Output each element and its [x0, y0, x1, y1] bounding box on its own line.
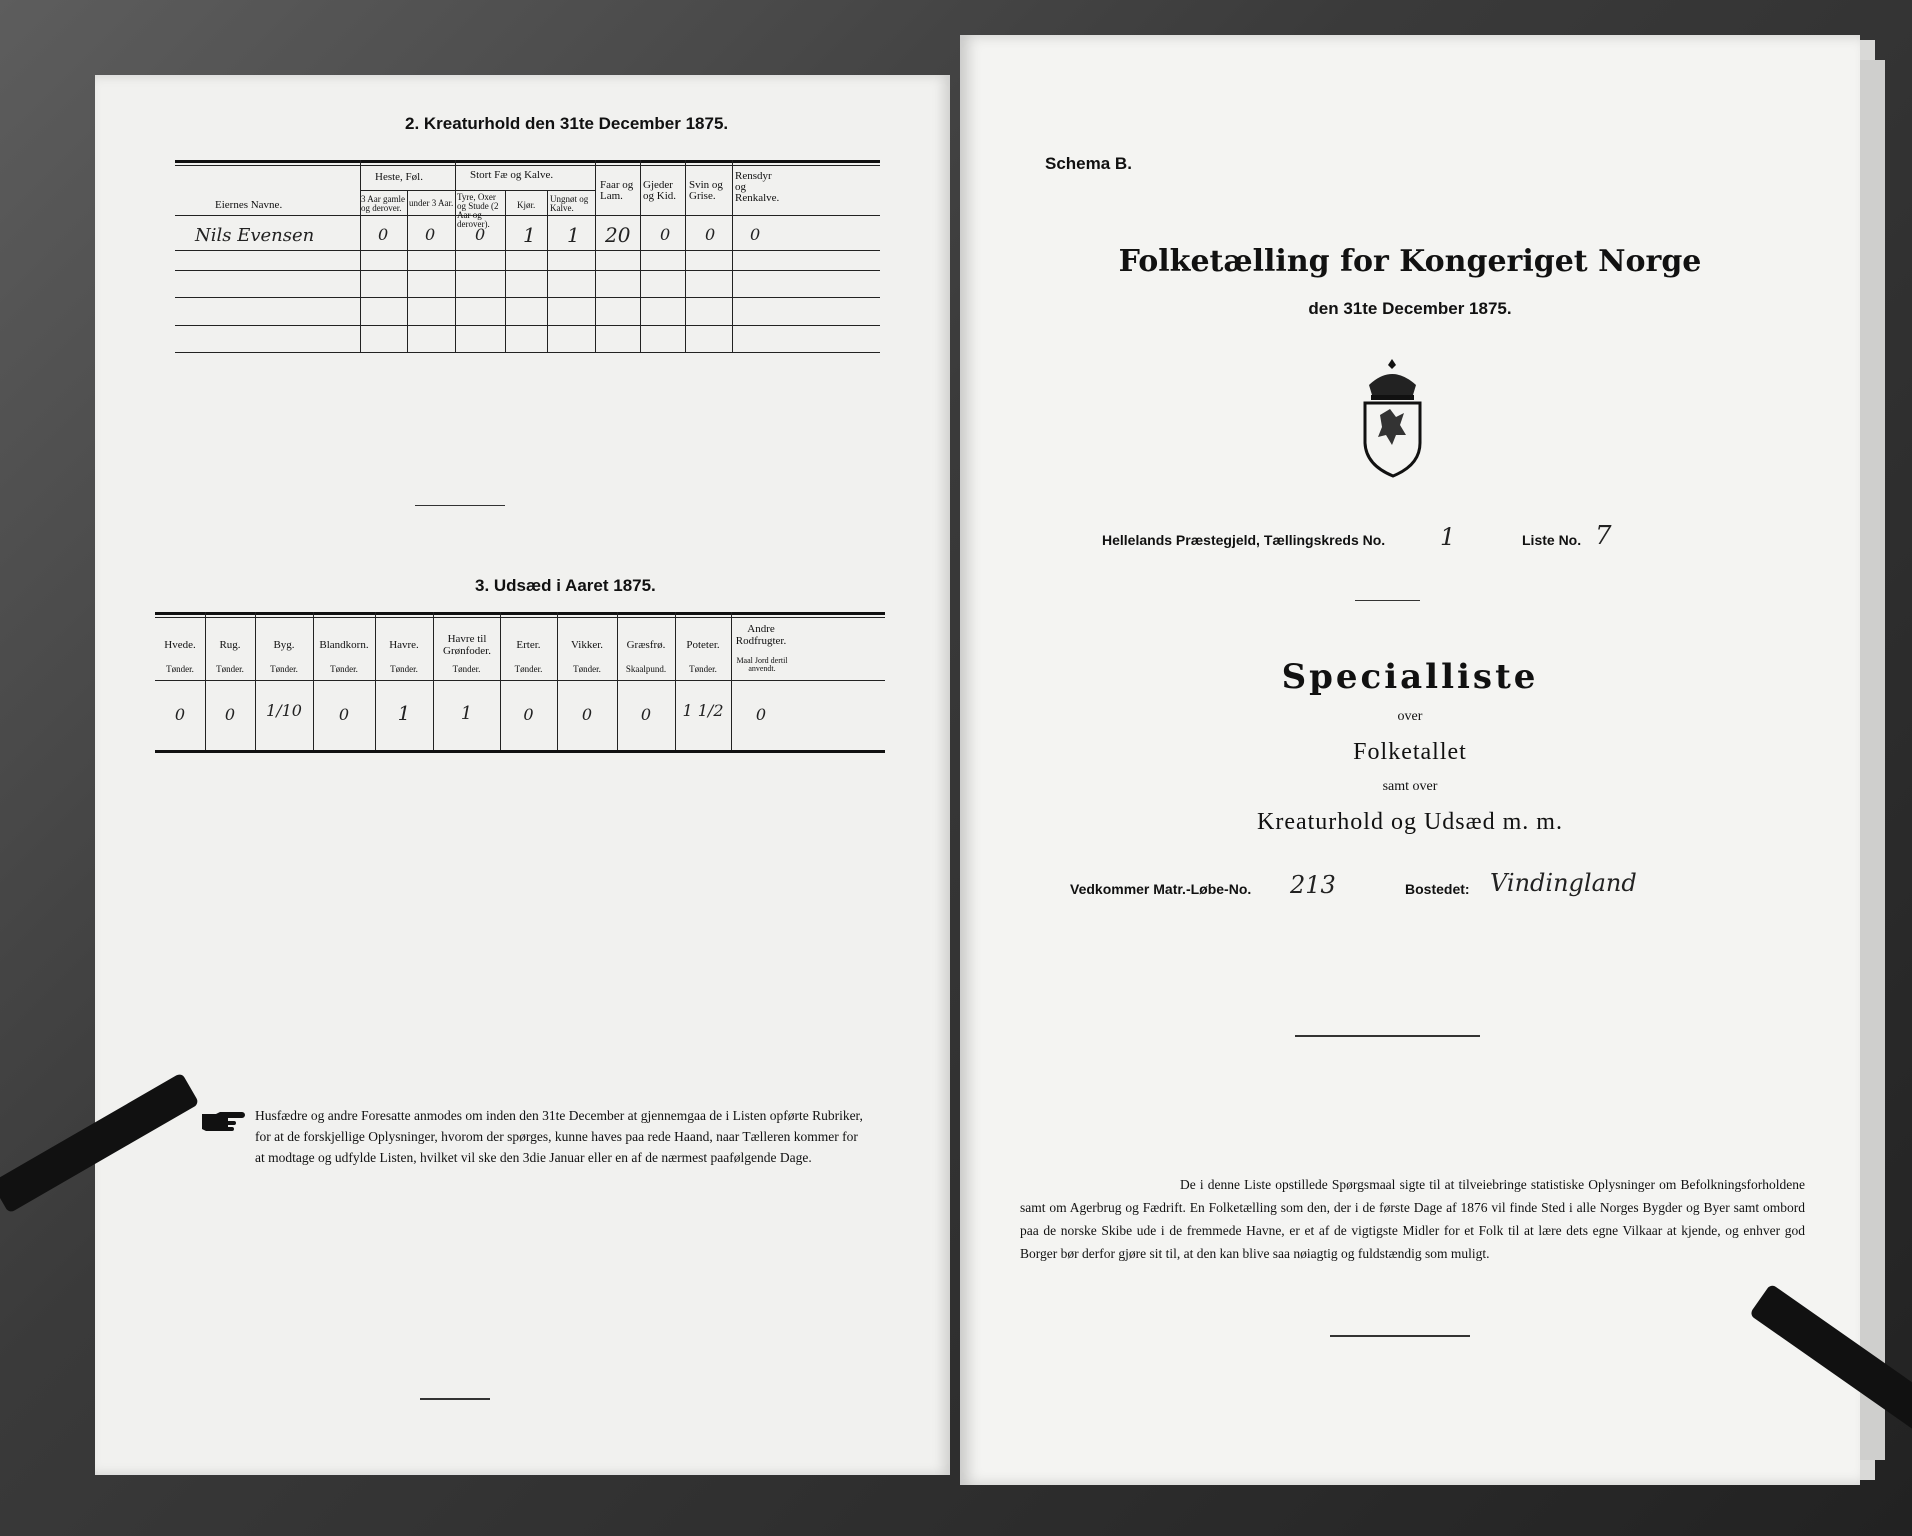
val-vikker: 0	[581, 705, 593, 724]
table2-col-rule	[732, 160, 733, 352]
header-cattle-a: Tyre, Oxer og Stude (2 Aar og derover).	[457, 192, 499, 229]
table2-row-rule-2	[175, 270, 880, 271]
bosted-label: Bostedet:	[1405, 881, 1470, 897]
table2-row-rule-3	[175, 297, 880, 298]
val-graesfro: 0	[640, 705, 652, 724]
table2-col-rule	[505, 190, 506, 352]
ornament-rule	[1295, 1035, 1480, 1037]
section2-title: 2. Kreaturhold den 31te December 1875.	[405, 114, 729, 133]
unit-andre: Maal Jord dertil anvendt.	[736, 656, 788, 674]
table2-col-rule	[595, 160, 596, 352]
pointing-hand-icon	[200, 1110, 248, 1132]
samt-over: samt over	[1382, 779, 1438, 794]
unit-poteter: Tønder.	[689, 664, 717, 674]
owner-name: Nils Evensen	[195, 225, 315, 246]
folketallet: Folketallet	[1353, 739, 1467, 765]
header-horses-a: 3 Aar gamle og derover.	[361, 194, 405, 213]
unit-hvede: Tønder.	[166, 664, 194, 674]
special-list-title: Specialliste	[1281, 657, 1539, 697]
district-number: 1	[1440, 523, 1456, 551]
table3-col-rule	[375, 612, 376, 750]
unit-havre-gronfoder: Tønder.	[452, 664, 481, 674]
hdr-andre: Andre Rodfrugter.	[735, 623, 787, 648]
hdr-hvede: Hvede.	[164, 639, 196, 651]
table2-row-rule-4	[175, 325, 880, 326]
table3-header-rule	[155, 680, 885, 681]
right-page	[960, 35, 1860, 1485]
over-1: over	[1397, 709, 1423, 724]
value-horses-b: 0	[425, 225, 436, 244]
header-pigs: Svin og Grise.	[689, 179, 723, 202]
left-page	[95, 75, 950, 1475]
doc-title: Folketælling for Kongeriget Norge	[1118, 244, 1702, 279]
value-sheep: 20	[605, 223, 631, 247]
header-cattle-c: Ungnøt og Kalve.	[550, 194, 589, 213]
table3-col-rule	[433, 612, 434, 750]
list-number: 7	[1595, 521, 1612, 551]
unit-graesfro: Skaalpund.	[625, 664, 667, 674]
table3-top-rule	[155, 612, 885, 615]
coat-of-arms-icon	[1355, 355, 1430, 480]
hdr-havre: Havre.	[389, 639, 419, 651]
parish-label: Hellelands Præstegjeld, Tællingskreds No.	[1102, 532, 1386, 548]
schema-label: Schema B.	[1045, 154, 1132, 173]
table2-col-rule	[360, 160, 361, 352]
table2-row-rule-1	[175, 250, 880, 251]
hdr-erter: Erter.	[516, 639, 541, 651]
header-sheep: Faar og Lam.	[600, 179, 634, 202]
bottom-ornament	[420, 1398, 490, 1400]
val-blandkorn: 0	[338, 705, 350, 724]
unit-byg: Tønder.	[270, 664, 298, 674]
hdr-blandkorn: Blandkorn.	[319, 639, 369, 651]
table3-col-rule	[731, 612, 732, 750]
separator	[415, 505, 505, 506]
hdr-graesfro: Græsfrø.	[626, 639, 666, 651]
value-goats: 0	[660, 225, 671, 244]
unit-rug: Tønder.	[216, 664, 244, 674]
hdr-rug: Rug.	[219, 639, 241, 651]
table3-col-rule	[617, 612, 618, 750]
matr-number: 213	[1290, 871, 1336, 899]
hdr-vikker: Vikker.	[570, 639, 604, 651]
table3-top-rule-2	[155, 617, 885, 618]
value-pigs: 0	[705, 225, 716, 244]
unit-erter: Tønder.	[514, 664, 543, 674]
table2-subheader-rule	[360, 190, 595, 191]
table2-col-rule	[407, 190, 408, 352]
value-reindeer: 0	[750, 225, 761, 244]
table3-col-rule	[255, 612, 256, 750]
val-poteter: 1 1/2	[682, 701, 724, 720]
table3-col-rule	[313, 612, 314, 750]
val-hvede: 0	[174, 705, 186, 724]
value-cattle-c: 1	[567, 223, 580, 247]
doc-date: den 31te December 1875.	[1308, 299, 1512, 318]
table3-col-rule	[500, 612, 501, 750]
notice-text: Husfædre og andre Foresatte anmodes om inden den 31te December at gjennemgaa de i Listen opførte Rubriker, for at de forskjellige Oplysninger, hvorom der spørges, kunne haves paa rede Haand, naar Tælleren kommer for at modtage og udfylde Listen, hvilket vil ske den 3die Januar eller en af de nærmest paafølgende Dage.	[255, 1108, 863, 1165]
val-andre: 0	[755, 705, 767, 724]
header-goats: Gjeder og Kid.	[643, 179, 676, 202]
hdr-havre-gronfoder: Havre til Grønfoder.	[443, 633, 491, 658]
header-cattle-b: Kjør.	[517, 200, 536, 210]
matr-label: Vedkommer Matr.-Løbe-No.	[1070, 881, 1252, 897]
table2-top-rule	[175, 160, 880, 163]
hdr-byg: Byg.	[273, 639, 295, 651]
val-erter: 0	[523, 705, 534, 724]
hdr-poteter: Poteter.	[686, 639, 720, 651]
header-reindeer: Rensdyr og Renkalve.	[735, 170, 780, 204]
val-rug: 0	[224, 705, 236, 724]
separator-right	[1355, 600, 1420, 601]
val-havre-gronfoder: 1	[460, 703, 473, 724]
table3-bottom-rule	[155, 750, 885, 753]
value-horses-a: 0	[378, 225, 389, 244]
table2-header-rule	[175, 215, 880, 216]
val-havre: 1	[397, 701, 411, 725]
table3-col-rule	[205, 612, 206, 750]
footer-text: De i denne Liste opstillede Spørgsmaal sigte til at tilveiebringe statistiske Oplysninger om Befolkningsforholdene samt om Agerbrug og Fædrift. En Folketælling som den, der i de første Dage af 1876 vil finde Sted i alle Norges Bygder og Byer samt ombord paa de norske Skibe ude i de fremmede Havne, er et af de vigtigste Midler for et Folk til at lære dets egne Vilkaar at kjende, og enhver god Borger bør derfor gjøre sit til, at den kan blive saa nøiagtig og fuldstændig som muligt.	[1020, 1177, 1805, 1261]
table3-col-rule	[675, 612, 676, 750]
bottom-rule-right	[1330, 1335, 1470, 1337]
table2-col-rule	[640, 160, 641, 352]
bosted-value: Vindingland	[1490, 869, 1637, 897]
header-horses: Heste, Føl.	[375, 171, 423, 183]
table3-col-rule	[557, 612, 558, 750]
header-cattle: Stort Fæ og Kalve.	[470, 169, 554, 181]
header-horses-b: under 3 Aar.	[409, 198, 454, 208]
value-cattle-b: 1	[523, 223, 536, 247]
table2-col-rule	[685, 160, 686, 352]
unit-blandkorn: Tønder.	[330, 664, 358, 674]
kreaturhold-title: Kreaturhold og Udsæd m. m.	[1257, 809, 1563, 835]
table2-bottom-rule	[175, 352, 880, 353]
value-cattle-a: 0	[475, 225, 486, 244]
unit-vikker: Tønder.	[573, 664, 601, 674]
list-label: Liste No.	[1522, 532, 1582, 548]
table2-col-rule	[547, 190, 548, 352]
header-owner: Eiernes Navne.	[215, 199, 283, 211]
val-byg: 1/10	[266, 701, 302, 720]
unit-havre: Tønder.	[390, 664, 418, 674]
section3-title: 3. Udsæd i Aaret 1875.	[475, 576, 656, 595]
table2-top-rule-2	[175, 165, 880, 166]
table2-col-rule	[455, 160, 456, 352]
